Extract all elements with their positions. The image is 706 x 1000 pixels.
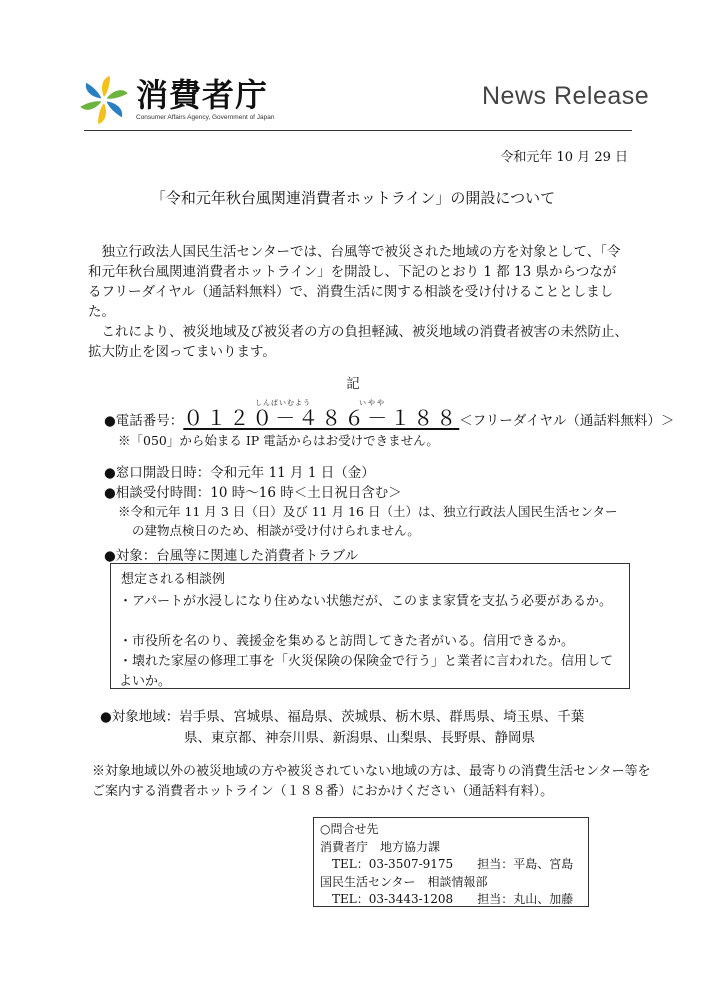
contact-box xyxy=(313,817,589,907)
logo-text: 消費者庁 xyxy=(136,76,269,114)
phone-ruby-2: いやや xyxy=(359,399,386,407)
contact-heading: ○問合せ先 xyxy=(320,822,379,836)
phone-label: ●電話番号： xyxy=(104,413,184,429)
case-item: ・市役所を名のり、義援金を集めると訪問してきた者がいる。信用できるか。 xyxy=(119,634,575,649)
region-line-2: 県、東京都、神奈川県、新潟県、山梨県、長野県、静岡県 xyxy=(184,730,535,746)
phone-ruby-1: しんぱいむよう xyxy=(255,399,311,407)
intro-paragraph-2: これにより、被災地域及び被災者の方の負担軽減、被災地域の消費者被害の未然防止、拡大防止を図ってまいります。 xyxy=(88,324,628,360)
case-examples-box xyxy=(110,563,630,689)
logo-subtitle: Consumer Affairs Agency, Government of Japan xyxy=(136,114,275,121)
ki-heading: 記 xyxy=(346,376,360,392)
document-title: 「令和元年秋台風関連消費者ホットライン」の開設について xyxy=(150,189,556,207)
contact-org-1: 消費者庁 地方協力課 xyxy=(320,839,441,854)
region-line-1: ●対象地域：岩手県、宮城県、福島県、茨城県、栃木県、群馬県、埼玉県、千葉 xyxy=(100,709,585,725)
case-item: ・壊れた家屋の修理工事を「火災保険の保険金で行う」と業者に言われた。信用してよいか。 xyxy=(119,654,614,689)
intro-text xyxy=(88,242,628,362)
phone-line xyxy=(104,408,674,431)
open-date: ●窓口開設日時：令和元年 11 月 1 日（金） xyxy=(104,465,375,481)
contact-tel-2: TEL：03-3443-1208 担当：丸山、加藤 xyxy=(332,892,574,906)
intro-paragraph-1: 独立行政法人国民生活センターでは、台風等で被災された地域の方を対象として、「令和元年秋台風関連消費者ホットライン」を開設し、下記のとおり 1 都 13 県からつながるフリーダイヤル（通話料無料）で、消費生活に関する相談を受け付けることとしました。 xyxy=(88,244,621,320)
case-item: ・アパートが水浸しになり住めない状態だが、このまま家賃を支払う必要があるか。 xyxy=(119,594,612,609)
release-date: 令和元年 10 月 29 日 xyxy=(500,150,628,165)
case-heading: 想定される相談例 xyxy=(121,572,226,587)
closure-note-2: の建物点検日のため、相談が受け付けられません。 xyxy=(132,523,420,538)
contact-org-2: 国民生活センター 相談情報部 xyxy=(320,874,488,889)
footnote: ※対象地域以外の被災地域の方や被災されていない地域の方は、最寄りの消費生活センター等をご案内する消費者ホットライン（１８８番）におかけください（通話料有料）。 xyxy=(92,764,651,799)
news-release-label: News Release xyxy=(482,82,650,110)
phone-note: ※「050」から始まる IP 電話からはお受けできません。 xyxy=(118,433,439,448)
target-label: ●対象：台風等に関連した消費者トラブル xyxy=(104,548,359,564)
phone-suffix: ＜フリーダイヤル（通話料無料）＞ xyxy=(459,413,675,429)
contact-tel-1: TEL：03-3507-9175 担当：平島、宮島 xyxy=(332,857,574,871)
target-region xyxy=(100,707,584,749)
phone-number: ０１２０－４８６－１８８ xyxy=(183,406,460,430)
consumer-affairs-agency-logo-icon xyxy=(78,74,130,126)
header-divider xyxy=(84,130,632,131)
closure-note-1: ※令和元年 11 月 3 日（日）及び 11 月 16 日（土）は、独立行政法人国民生活センター xyxy=(118,504,618,519)
reception-hours: ●相談受付時間：10 時～16 時＜土日祝日含む＞ xyxy=(104,485,402,501)
